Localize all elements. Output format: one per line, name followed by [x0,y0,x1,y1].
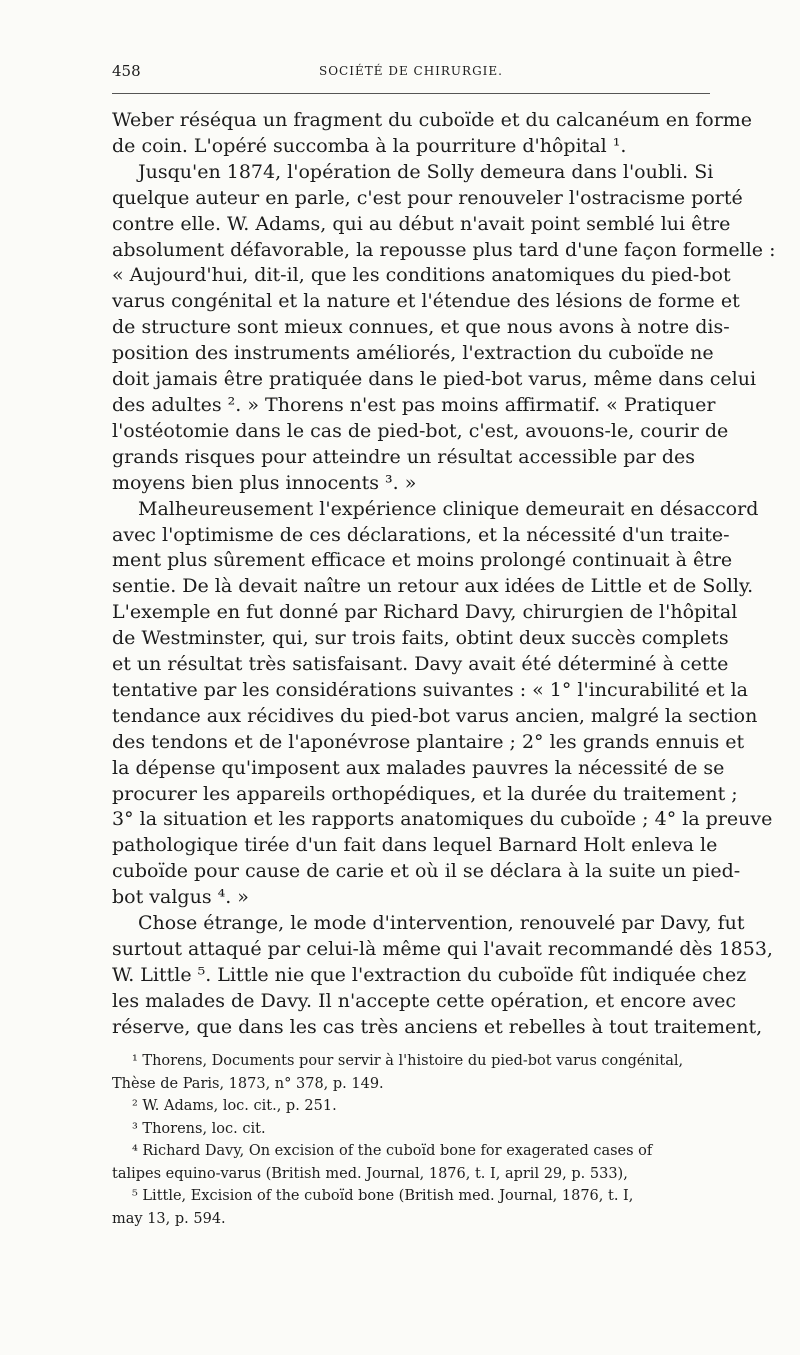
text-line: l'ostéotomie dans le cas de pied-bot, c'est, avouons-le, courir de [112,419,729,442]
footnote-line: ¹ Thorens, Documents pour servir à l'histoire du pied-bot varus congénital, [132,1053,684,1069]
text-line: procurer les appareils orthopédiques, et la durée du traitement ; [112,782,738,805]
footnote [112,1140,722,1185]
body-text [112,108,776,1041]
footnote-line: talipes equino-varus (British med. Journal, 1876, t. I, april 29, p. 533), [112,1165,628,1182]
text-line: L'exemple en fut donné par Richard Davy, chirurgien de l'hôpital [112,601,738,624]
text-line: « Aujourd'hui, dit-il, que les conditions anatomiques du pied-bot [112,264,731,287]
text-line: des tendons et de l'aponévrose plantaire ; 2° les grands ennuis et [112,730,745,753]
text-line: réserve, que dans les cas très anciens et rebelles à tout traitement, [112,1015,763,1038]
footnote-line: ⁴ Richard Davy, On excision of the cuboïd bone for exagerated cases of [132,1143,653,1159]
footnote-line: ⁵ Little, Excision of the cuboïd bone (British med. Journal, 1876, t. I, [132,1188,634,1204]
footnote [112,1095,722,1118]
text-line: ment plus sûrement efficace et moins prolongé continuait à être [112,549,733,572]
text-line: les malades de Davy. Il n'accepte cette opération, et encore avec [112,989,737,1012]
footnote-line: Thèse de Paris, 1873, n° 378, p. 149. [112,1075,384,1092]
text-line: doit jamais être pratiquée dans le pied-bot varus, même dans celui [112,368,757,391]
footnote [112,1050,722,1095]
footnote [112,1185,722,1230]
footnote [112,1118,722,1141]
running-title: SOCIÉTÉ DE CHIRURGIE. [319,64,503,78]
footnote-line: ² W. Adams, loc. cit., p. 251. [132,1098,337,1114]
text-line: sentie. De là devait naître un retour aux idées de Little et de Solly. [112,575,754,598]
text-line: cuboïde pour cause de carie et où il se déclara à la suite un pied- [112,860,741,883]
footnotes [112,1050,722,1230]
text-line: grands risques pour atteindre un résultat accessible par des [112,445,696,468]
text-line: de structure sont mieux connues, et que nous avons à notre dis- [112,316,730,339]
text-line: position des instruments améliorés, l'extraction du cuboïde ne [112,342,714,365]
text-line: Jusqu'en 1874, l'opération de Solly demeura dans l'oubli. Si [138,160,714,183]
footnote-line: may 13, p. 594. [112,1210,226,1227]
header-rule [112,93,710,94]
text-line: Weber réséqua un fragment du cuboïde et du calcanéum en forme [112,109,753,131]
text-line: Chose étrange, le mode d'intervention, renouvelé par Davy, fut [138,912,745,935]
text-line: et un résultat très satisfaisant. Davy avait été déterminé à cette [112,653,729,676]
text-line: 3° la situation et les rapports anatomiques du cuboïde ; 4° la preuve [112,808,773,831]
text-line: pathologique tirée d'un fait dans lequel Barnard Holt enleva le [112,834,718,857]
text-line: bot valgus ⁴. » [112,886,249,909]
text-line: surtout attaqué par celui-là même qui l'avait recommandé dès 1853, [112,938,773,960]
text-line: avec l'optimisme de ces déclarations, et la nécessité d'un traite- [112,523,730,546]
text-line: de coin. L'opéré succomba à la pourriture d'hôpital ¹. [112,134,627,157]
text-line: contre elle. W. Adams, qui au début n'avait point semblé lui être [112,212,731,235]
text-line: de Westminster, qui, sur trois faits, obtint deux succès complets [112,627,729,650]
text-line: quelque auteur en parle, c'est pour renouveler l'ostracisme porté [112,186,743,209]
page-header [112,60,710,86]
text-line: tentative par les considérations suivantes : « 1° l'incurabilité et la [112,678,748,701]
footnote-line: ³ Thorens, loc. cit. [132,1120,266,1137]
text-line: absolument défavorable, la repousse plus tard d'une façon formelle : [112,238,776,261]
text-line: la dépense qu'imposent aux malades pauvres la nécessité de se [112,756,725,779]
text-line: W. Little ⁵. Little nie que l'extraction du cuboïde fût indiquée chez [112,963,747,986]
text-line: moyens bien plus innocents ³. » [112,471,417,494]
text-line: des adultes ². » Thorens n'est pas moins affirmatif. « Pratiquer [112,393,716,416]
page-number: 458 [112,62,141,80]
text-line: Malheureusement l'expérience clinique demeurait en désaccord [138,497,759,520]
text-line: tendance aux récidives du pied-bot varus ancien, malgré la section [112,704,758,727]
text-line: varus congénital et la nature et l'étendue des lésions de forme et [112,290,740,313]
